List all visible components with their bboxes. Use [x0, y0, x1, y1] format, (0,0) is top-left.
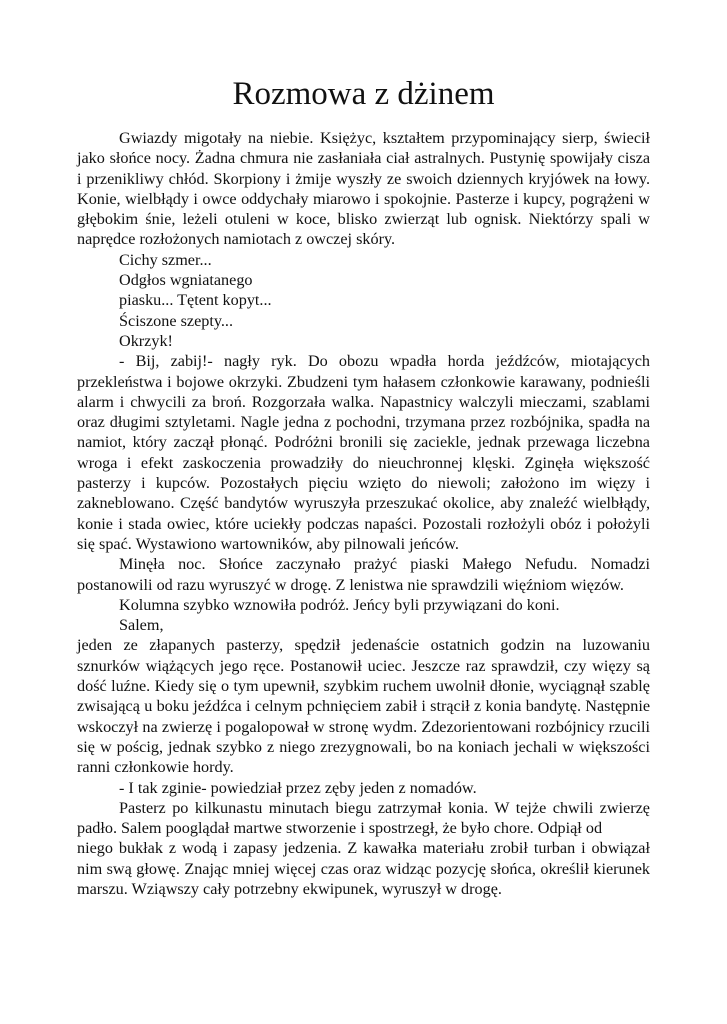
paragraph-nomad-quote: - I tak zginie- powiedział przez zęby jeden z nomadów. [119, 778, 477, 797]
paragraph-salem: Salem, [119, 616, 164, 635]
paragraph-whisper: Cichy szmer... [119, 250, 212, 269]
paragraph-voices: Ściszone szepty... [119, 311, 234, 330]
paragraph-horse-falls: Pasterz po kilkunastu minutach biegu zatrzymał konia. W tejże chwili zwierzę padło. Salem pooglądał martwe stworzenie i spostrzegł, że było chore. Odpiął od [77, 798, 650, 838]
page-title: Rozmowa z dżinem [232, 76, 495, 112]
paragraph-column: Kolumna szybko wznowiła podróż. Jeńcy byli przywiązani do koni. [119, 595, 560, 614]
paragraph-sound: Odgłos wgniatanego [119, 271, 253, 290]
paragraph-attack: - Bij, zabij!- nagły ryk. Do obozu wpadła horda jeźdźców, miotających przekleństwa i bojowe okrzyki. Zbudzeni tym hałasem członkowie karawany, podnieśli alarm i chwycili za broń. Rozgorzała walka. Napastnicy walczyli mieczami, szablami oraz długimi sztyletami. Nagle jedna z pochodni, trzymana przez rozbójnika, spadła na namiot, który zaczął płonąć. Podróżni bronili się zaciekle, jednak przewaga liczebna wroga i efekt zaskoczenia prowadziły do nieuchronnej klęski. Zginęła większość pasterzy i kupców. Pozostałych pięciu wzięto do niewoli; założono im więzy i zakneblowano. Część bandytów wyruszyła przeszukać okolice, aby znaleźć wielbłądy, konie i stada owiec, które uciekły podczas napaści. Pozostali rozłożyli obóz i położyli się spać. Wystawiono wartowników, aby pilnowali jeńców. [77, 352, 650, 553]
paragraph-escape: jeden ze złapanych pasterzy, spędził jedenaście ostatnich godzin na luzowaniu sznurków wiążących jego ręce. Postanowił uciec. Jeszcze raz sprawdził, czy więzy są dość luźne. Kiedy się o tym upewnił, szybkim ruchem uwolnił dłonie, wyciągnął szablę zwisającą u boku jeźdźca i celnym pchnięciem zabił i strącił z konia bandytę. Następnie wskoczył na zwierzę i pogalopował w stronę wydm. Zdezorientowani rozbójnicy rzucili się w pościg, jednak szybko z niego zrezygnowali, bo na koniach jechali w większości ranni członkowie hordy. [77, 636, 650, 777]
story-body [77, 128, 650, 899]
paragraph-morning: Minęła noc. Słońce zaczynało prażyć piaski Małego Nefudu. Nomadzi postanowili od razu wyruszyć w drogę. Z lenistwa nie sprawdzili więźniom więzów. [77, 555, 650, 594]
paragraph-shout: Okrzyk! [119, 331, 173, 350]
paragraph-hooves: piasku... Tętent kopyt... [119, 291, 272, 310]
paragraph-journey: niego bukłak z wodą i zapasy jedzenia. Z kawałka materiału zrobił turban i obwiązał nim swą głowę. Znając mniej więcej czas oraz widząc pozycję słońca, określił kierunek marszu. Wziąwszy cały potrzebny ekwipunek, wyruszył w drogę. [77, 839, 650, 898]
paragraph-night-desert: Gwiazdy migotały na niebie. Księżyc, kształtem przypominający sierp, świecił jako słońce nocy. Żadna chmura nie zasłaniała ciał astralnych. Pustynię spowijały cisza i przenikliwy chłód. Skorpiony i żmije wyszły ze swoich dziennych kryjówek na łowy. Konie, wielbłądy i owce oddychały miarowo i spokojnie. Pasterze i kupcy, pogrążeni w głębokim śnie, leżeli otuleni w koce, blisko zwierząt lub ognisk. Niektórzy spali w naprędce rozłożonych namiotach z owczej skóry. [77, 129, 650, 249]
